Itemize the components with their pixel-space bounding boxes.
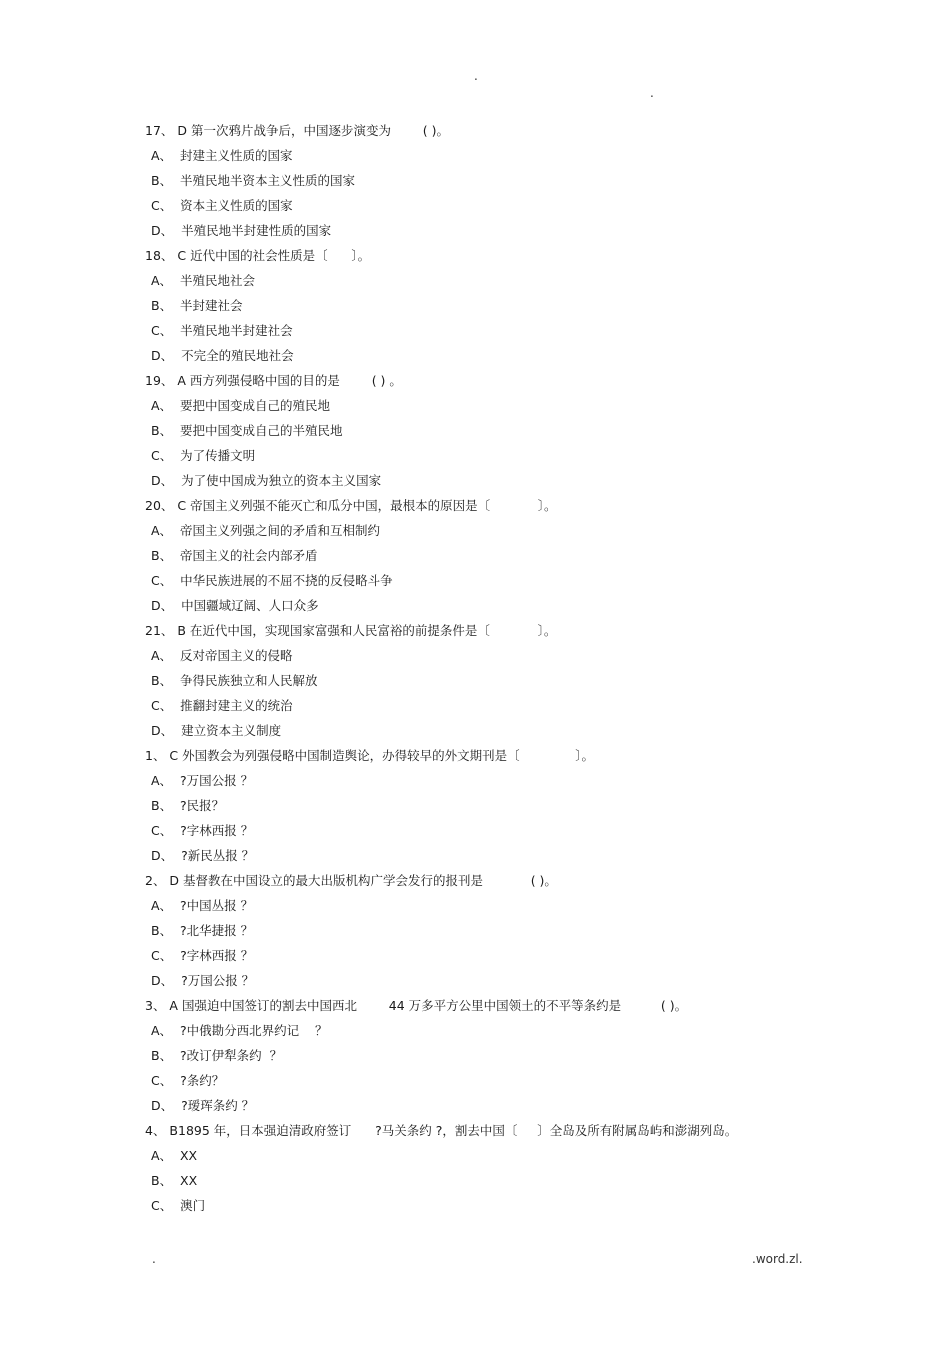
- question-stem: 20、 C 帝国主义列强不能灭亡和瓜分中国，最根本的原因是〔 〕。: [145, 498, 557, 513]
- question-stem: 2、 D 基督教在中国设立的最大出版机构广学会发行的报刊是 ( )。: [145, 873, 557, 888]
- question-stem: 1、 C 外国教会为列强侵略中国制造舆论，办得较早的外文期刊是〔 〕。: [145, 748, 595, 763]
- question-stem: 3、 A 国强迫中国签订的割去中国西北 44 万多平方公里中国领土的不平等条约是 ( )。: [145, 998, 688, 1013]
- answer-option: A、 ?万国公报 ？: [151, 773, 254, 788]
- answer-option: D、 ?万国公报 ？: [151, 973, 255, 988]
- answer-option: C、 中华民族进展的不屈不挠的反侵略斗争: [151, 573, 393, 588]
- answer-option: D、 ?瑷珲条约 ？: [151, 1098, 255, 1113]
- answer-option: C、 半殖民地半封建社会: [151, 323, 293, 338]
- answer-option: B、 XX: [151, 1173, 198, 1188]
- answer-option: B、 ?北华捷报 ？: [151, 923, 254, 938]
- answer-option: A、 封建主义性质的国家: [151, 148, 293, 163]
- answer-option: C、 ?条约？: [151, 1073, 225, 1088]
- answer-option: A、 ?中俄勘分西北界约记 ？: [151, 1023, 328, 1038]
- answer-option: B、 半封建社会: [151, 298, 243, 313]
- answer-option: A、 ?中国丛报 ？: [151, 898, 254, 913]
- answer-option: C、 ?字林西报 ？: [151, 823, 254, 838]
- answer-option: C、 为了传播文明: [151, 448, 256, 463]
- footer-source: .word.zl.: [752, 1252, 803, 1266]
- answer-option: B、 ?民报？: [151, 798, 225, 813]
- header-dot: .: [650, 86, 654, 100]
- answer-option: D、 为了使中国成为独立的资本主义国家: [151, 473, 382, 488]
- answer-option: D、 ?新民丛报 ？: [151, 848, 255, 863]
- answer-option: D、 半殖民地半封建性质的国家: [151, 223, 332, 238]
- answer-option: C、 ?字林西报 ？: [151, 948, 254, 963]
- question-stem: 19、 A 西方列强侵略中国的目的是 ( ) 。: [145, 373, 402, 388]
- question-stem: 18、 C 近代中国的社会性质是〔 〕。: [145, 248, 371, 263]
- answer-option: B、 ?改订伊犁条约 ？: [151, 1048, 283, 1063]
- answer-option: B、 要把中国变成自己的半殖民地: [151, 423, 343, 438]
- answer-option: D、 中国疆域辽阔、人口众多: [151, 598, 319, 613]
- answer-option: D、 建立资本主义制度: [151, 723, 282, 738]
- answer-option: A、 要把中国变成自己的殖民地: [151, 398, 330, 413]
- answer-option: A、 帝国主义列强之间的矛盾和互相制约: [151, 523, 380, 538]
- answer-option: C、 资本主义性质的国家: [151, 198, 293, 213]
- footer-dot: .: [152, 1252, 156, 1266]
- answer-option: A、 反对帝国主义的侵略: [151, 648, 293, 663]
- answer-option: D、 不完全的殖民地社会: [151, 348, 294, 363]
- question-stem: 4、 B1895 年，日本强迫清政府签订 ?马关条约 ?，割去中国〔 〕全岛及所有附属岛屿和澎湖列岛。: [145, 1123, 738, 1138]
- question-stem: 21、 B 在近代中国，实现国家富强和人民富裕的前提条件是〔 〕。: [145, 623, 557, 638]
- answer-option: B、 争得民族独立和人民解放: [151, 673, 318, 688]
- answer-option: B、 帝国主义的社会内部矛盾: [151, 548, 318, 563]
- answer-option: C、 推翻封建主义的统治: [151, 698, 293, 713]
- question-list: [145, 118, 845, 1218]
- header-dot: .: [474, 69, 478, 83]
- answer-option: B、 半殖民地半资本主义性质的国家: [151, 173, 356, 188]
- answer-option: A、 半殖民地社会: [151, 273, 255, 288]
- answer-option: C、 澳门: [151, 1198, 206, 1213]
- question-stem: 17、 D 第一次鸦片战争后，中国逐步演变为 ( )。: [145, 123, 449, 138]
- answer-option: A、 XX: [151, 1148, 198, 1163]
